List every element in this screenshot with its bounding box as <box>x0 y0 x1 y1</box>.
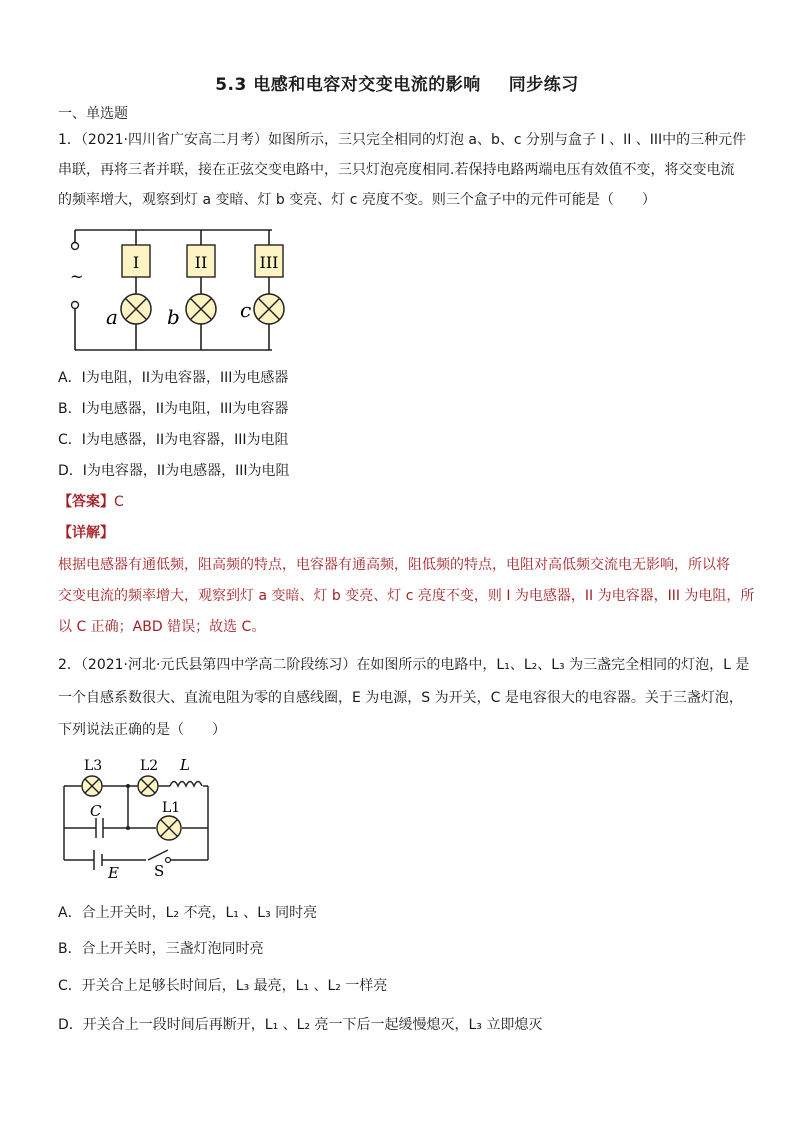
label-l1: L1 <box>162 800 181 816</box>
q1-answer <box>58 492 124 512</box>
terminal-bottom <box>72 302 79 309</box>
q1-stem-line3: 的频率增大，观察到灯 a 变暗、灯 b 变亮、灯 c 亮度不变。则三个盒子中的元件可能是（ ） <box>58 192 656 208</box>
ac-source-label: ~ <box>70 267 84 286</box>
title-sub: 同步练习 <box>508 75 579 95</box>
lamp-c-label: c <box>240 298 252 322</box>
label-capacitor: C <box>90 802 102 820</box>
detail-line2: 交变电流的频率增大，观察到灯 a 变暗、灯 b 变亮、灯 c 亮度不变，则 I 为电感器，II 为电容器，III 为电阻，所 <box>58 588 755 604</box>
q2-option-d[interactable]: D．开关合上一段时间后再断开，L₁ 、L₂ 亮一下后一起缓慢熄灭，L₃ 立即熄灭 <box>58 1017 543 1033</box>
q1-option-b[interactable]: B．I为电感器，II为电阻，III为电容器 <box>58 401 289 417</box>
q2-stem-line3: 下列说法正确的是（ ） <box>58 722 226 738</box>
q2-stem-line1: 2．（2021·河北·元氏县第四中学高二阶段练习）在如图所示的电路中，L₁、L₂、L₃ 为三盏完全相同的灯泡，L 是 <box>58 657 750 673</box>
q1-option-c[interactable]: C．I为电感器，II为电容器，III为电阻 <box>58 432 289 448</box>
box-ii-label: II <box>194 253 208 272</box>
q2-option-c[interactable]: C．开关合上足够长时间后，L₃ 最亮，L₁ 、L₂ 一样亮 <box>58 978 388 994</box>
q1-option-d[interactable]: D．I为电容器，II为电感器，III为电阻 <box>58 463 290 479</box>
label-inductor: L <box>180 756 190 774</box>
label-l3: L3 <box>84 758 103 774</box>
terminal-top <box>72 243 79 250</box>
detail-line1: 根据电感器有通低频，阻高频的特点，电容器有通高频，阻低频的特点，电阻对高低频交流电无影响，所以将 <box>58 557 730 573</box>
detail-label: 【详解】 <box>58 525 114 541</box>
q2-option-b[interactable]: B．合上开关时，三盏灯泡同时亮 <box>58 941 264 957</box>
label-l2: L2 <box>140 758 159 774</box>
answer-label: 【答案】 <box>58 494 114 510</box>
lamp-b-label: b <box>167 305 180 329</box>
q1-option-a[interactable]: A．I为电阻，II为电容器，III为电感器 <box>58 370 289 386</box>
box-i-label: I <box>132 253 140 272</box>
lamp-a-label: a <box>106 305 118 329</box>
lamp-l2-icon <box>138 776 158 796</box>
box-iii-label: III <box>259 253 279 272</box>
label-source: E <box>108 864 119 882</box>
answer-value: C <box>114 494 124 510</box>
q1-stem-line1: 1．（2021·四川省广安高二月考）如图所示，三只完全相同的灯泡 a、b、c 分别与盒子 I 、II 、III中的三种元件 <box>58 132 747 148</box>
lamp-b-icon <box>186 294 216 324</box>
q2-circuit-diagram <box>58 752 218 882</box>
page-title <box>0 70 794 95</box>
q1-circuit-diagram <box>60 220 300 360</box>
detail-line3: 以 C 正确；ABD 错误；故选 C。 <box>58 619 266 635</box>
q2-stem-line2: 一个自感系数很大、直流电阻为零的自感线圈，E 为电源，S 为开关，C 是电容很大的电容器。关于三盏灯泡， <box>58 690 743 706</box>
label-switch: S <box>154 862 165 880</box>
title-main: 5.3 电感和电容对交变电流的影响 <box>215 75 481 95</box>
lamp-l1-icon <box>157 816 181 840</box>
lamp-a-icon <box>121 294 151 324</box>
section-heading: 一、单选题 <box>58 106 128 122</box>
q2-option-a[interactable]: A．合上开关时，L₂ 不亮，L₁ 、L₃ 同时亮 <box>58 905 318 921</box>
lamp-c-icon <box>254 294 284 324</box>
lamp-l3-icon <box>82 776 102 796</box>
q1-stem-line2: 串联，再将三者并联，接在正弦交变电路中，三只灯泡亮度相同.若保持电路两端电压有效值不变，将交变电流 <box>58 162 735 178</box>
